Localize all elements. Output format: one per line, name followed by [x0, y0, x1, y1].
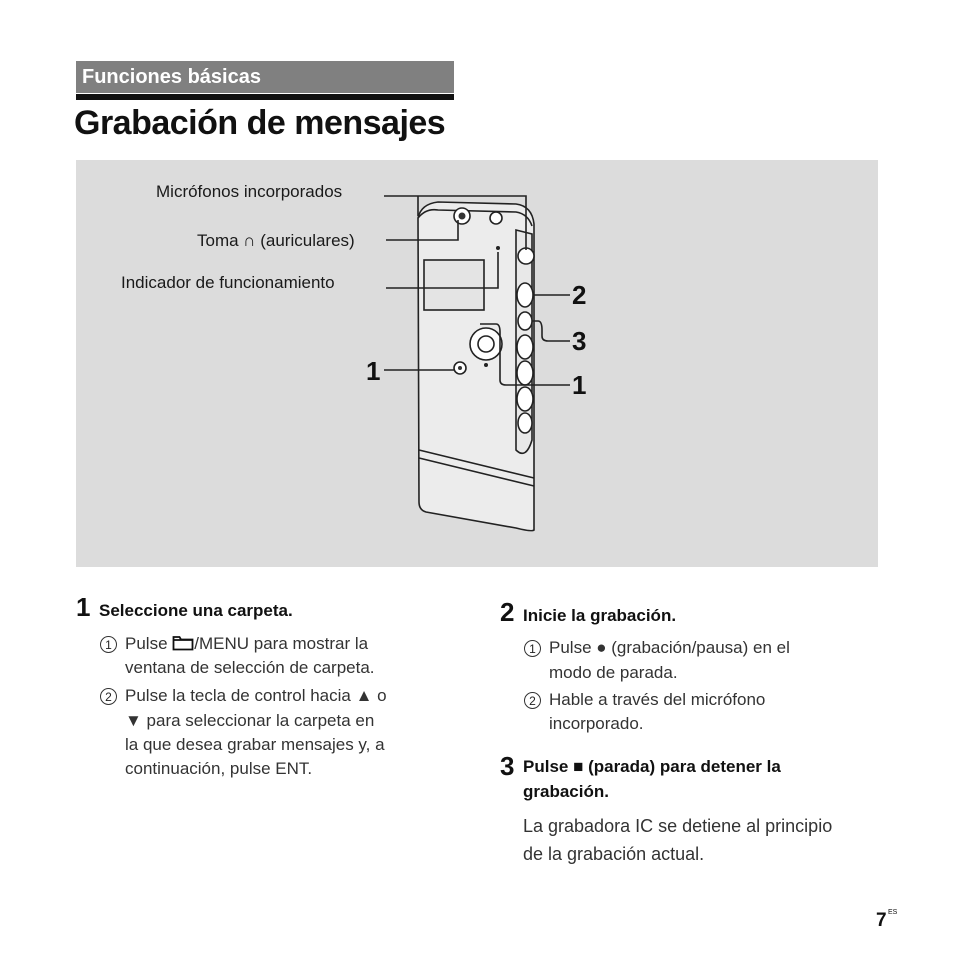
- page-number: 7: [876, 910, 887, 931]
- step-1-sub-2-line-3: la que desea grabar mensajes y, a: [125, 735, 385, 754]
- substep-marker: 2: [524, 692, 541, 709]
- step-1-sub-2-line-4: continuación, pulse ENT.: [125, 759, 313, 778]
- step-2-title: Inicie la grabación.: [523, 606, 677, 625]
- headphones-icon: ∩: [243, 231, 256, 250]
- callout-number-right-1: 1: [572, 370, 587, 400]
- folder-icon: [172, 635, 194, 651]
- page-title: Grabación de mensajes: [74, 104, 446, 142]
- mic-jack: [490, 212, 502, 224]
- label-jack-prefix: Toma: [197, 231, 244, 250]
- callout-right-3: [532, 321, 570, 341]
- device-illustration-panel: [76, 160, 878, 567]
- step-2-sub-1-line-1: Pulse ● (grabación/pausa) en el: [549, 638, 790, 657]
- step-3-body-line-1: La grabadora IC se detiene al principio: [523, 816, 833, 836]
- step-3-title-line-2: grabación.: [523, 782, 609, 801]
- label-builtin-microphones: Micrófonos incorporados: [156, 182, 343, 201]
- substep-marker: 1: [524, 640, 541, 657]
- label-operation-indicator: Indicador de funcionamiento: [121, 273, 335, 292]
- step-1-sub-2-line-1: Pulse la tecla de control hacia ▲ o: [125, 686, 387, 705]
- step-2-sub-2-line-2: incorporado.: [549, 714, 644, 733]
- callout-number-right-3: 3: [572, 326, 587, 356]
- step-3-body-line-2: de la grabación actual.: [523, 844, 705, 864]
- callout-number-left-1: 1: [366, 356, 381, 386]
- voice-recorder-illustration: [76, 160, 878, 567]
- substep-marker: 2: [100, 688, 117, 705]
- step-2-number: 2: [500, 597, 515, 627]
- step-1-sub-2-line-2: ▼ para seleccionar la carpeta en: [125, 711, 375, 730]
- section-divider: [76, 94, 454, 100]
- step-2-sub-1-line-2: modo de parada.: [549, 663, 678, 682]
- text-pulse: Pulse: [125, 634, 173, 653]
- substep-marker: 1: [100, 636, 117, 653]
- step-1-title: Seleccione una carpeta.: [99, 601, 293, 620]
- text-menu: /MENU para mostrar la: [194, 634, 369, 653]
- step-3-title-line-1: Pulse ■ (parada) para detener la: [523, 757, 781, 776]
- operation-indicator: [496, 246, 500, 250]
- label-jack-suffix: (auriculares): [255, 231, 355, 250]
- page-language-code: ES: [888, 909, 898, 916]
- step-1-sub-1-line-1: [125, 632, 368, 656]
- microphone-grill-icon: [518, 248, 534, 264]
- section-header: Funciones básicas: [76, 61, 454, 93]
- label-headphone-jack: [197, 231, 355, 251]
- step-1-sub-1-line-2: ventana de selección de carpeta.: [125, 658, 375, 677]
- step-1-number: 1: [76, 592, 91, 622]
- display-window: [424, 260, 484, 310]
- step-3-number: 3: [500, 751, 515, 781]
- step-2-sub-2-line-1: Hable a través del micrófono: [549, 690, 766, 709]
- callout-number-right-2: 2: [572, 280, 587, 310]
